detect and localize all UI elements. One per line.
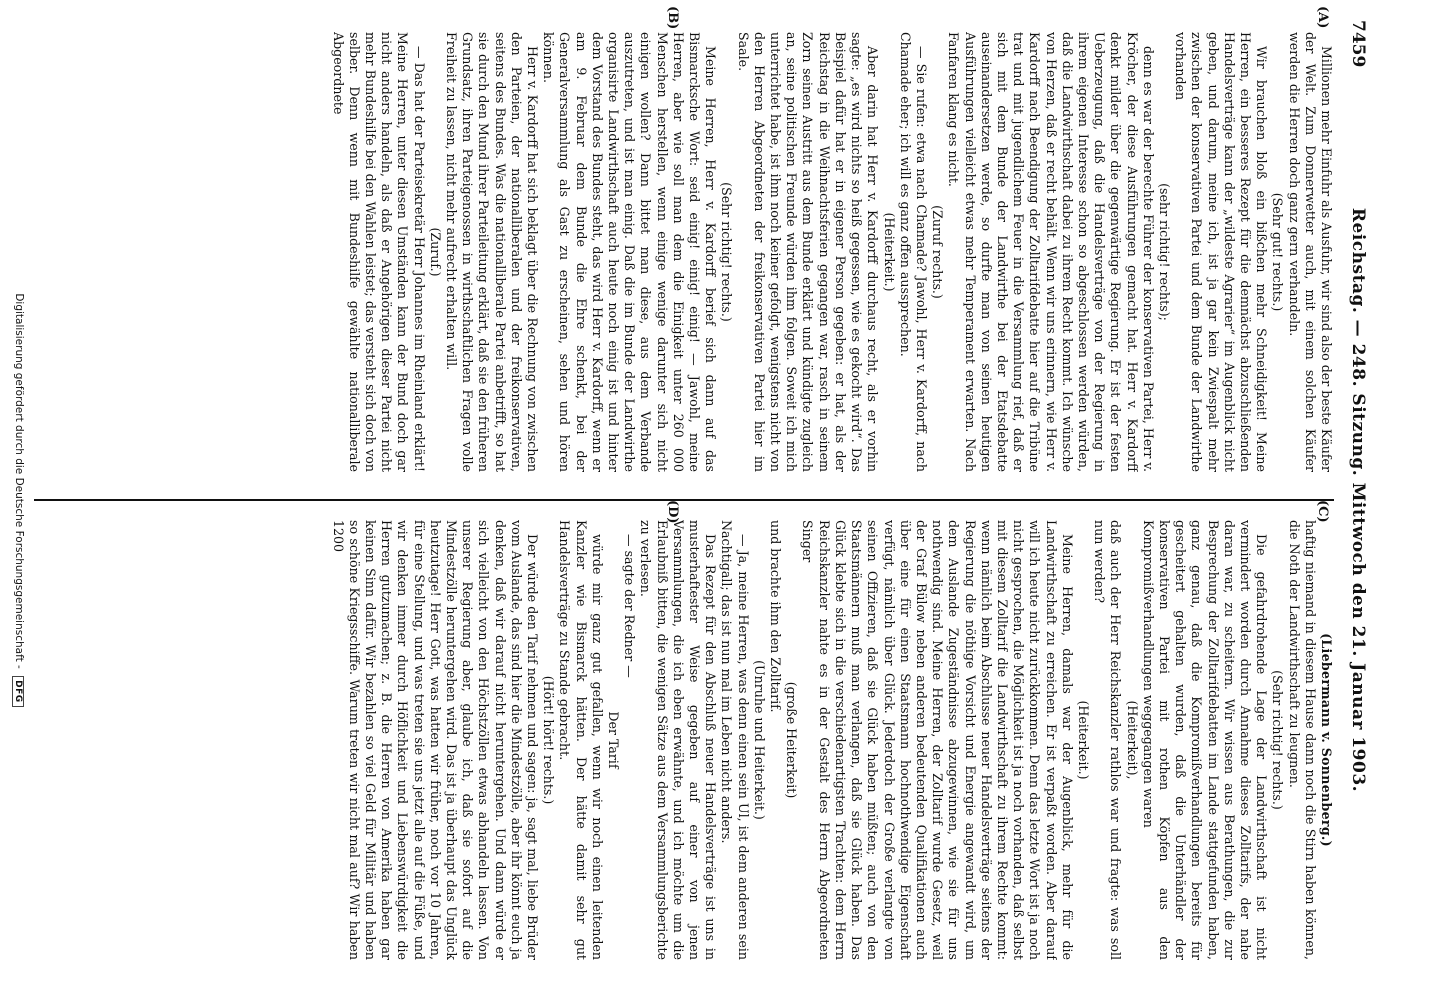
margin-mark-a: (A)	[1315, 6, 1330, 29]
left-column-center-1: (Sehr gut! rechts.)	[1270, 192, 1286, 312]
left-column-center-9: (Sehr richtig! rechts.)	[719, 182, 735, 322]
page-header	[1338, 20, 1368, 980]
right-column-para-17: Der würde den Tarif nehmen und sagen: ja, sagt mal, liebe Brüder vom Auslande, das sind hier die Mindestzölle, aber ihr könnt euch ja denken, daß wir darauf nicht heruntergehen. Und dann würde er sich vielleicht von den Höchstzöllen etwas abhandeln lassen. Von unserer Regierung aber, glaube ich, daß sie sofort auf die Mindestzölle heruntergehen wird. Das ist ja überhaupt das Unglück heutzutage! Herr Gott, was hatten wir früher, noch vor 10 Jahren, für eine Stellung, und was treten sie uns jetzt alle auf die Füße, und wir denken immer durch Höflichkeit und Liebenswürdigkeit die Herren gutzumachen; z. B. die Herren von Amerika haben gar keinen Sinn dafür. Wir bezahlen so viel Geld für Militär und haben so schöne Kriegsschiffe. Warum treten wir nicht mal auf? Wir haben 1200	[330, 520, 541, 960]
left-column-para-6: — Sie rufen: etwa nach Chamade? Jawohl, Herr v. Kardorff, nach Chamade eher; ich will es ganz offen aussprechen.	[897, 32, 929, 472]
left-column-center-12: (Zuruf.)	[427, 227, 443, 277]
margin-mark-d: (D)	[665, 500, 680, 524]
page-number: 7459	[1348, 20, 1368, 68]
right-column-center-4: (Heiterkeit),	[1124, 700, 1140, 780]
left-column-para-8: Aber darin hat Herr v. Kardorff durchaus recht, als er vorhin sagte: „es wird nichts so heiß gegessen, wie es gekocht wird“. Das Beispiel dafür hat er in eigener Person gegeben: er hat, als der Reichstag in die Weihnachtsferien gegangen war, rasch in seinem Zorn seinen Austritt aus dem Bunde erklärt und kündigte zugleich an, seine politischen Freunde würden ihm folgen. Soweit ich mich unterrichtet habe, ist ihm noch keiner gefolgt, wenigstens nicht von den Herren Abgeordneten der freikonservativen Partei hier im Saale.	[735, 32, 881, 472]
right-column-speaker-0: (Liebermann v. Sonnenberg.)	[1319, 633, 1334, 847]
right-column-center-8: (große Heiterkeit)	[784, 681, 800, 799]
left-column-para-11: Herr v. Kardorff hat sich beklagt über die Rechnung von zwischen den Parteien, der nationalliberalen und der freikonservativen, seitens des Bundes. Was die nationalliberale Partei anbetrifft, so hat sie durch den Mund ihrer Parteileitung erklärt, daß sie den früheren Grundsatz, ihren Parteigenossen in wirthschaftlichen Fragen volle Freiheit zu lassen, nicht mehr aufrecht erhalten will.	[444, 32, 541, 472]
dfg-logo: DFG	[12, 676, 24, 707]
digitization-note	[12, 20, 25, 980]
left-column	[34, 32, 1334, 472]
right-column-center-2: (Sehr richtig! rechts.)	[1270, 670, 1286, 810]
right-column-para-3: Die gefahrdrohende Lage der Landwirthschaft ist nicht vermindert worden durch Annahme dieses Zolltarifs, der nahe daran war, zu scheitern. Wir wissen aus Berathungen, die zur Besprechung der Zolltarifdebatten im Lande stattgefunden haben, ganz genau, daß die Kompromißverhandlungen bereits für gescheitert gehalten wurden, daß die Unterhändler der konservativen Partei mit rothen Köpfen aus den Kompromißverhandlungen weggegangen waren	[1140, 520, 1270, 960]
left-column-center-5: (Zuruf rechts.)	[930, 205, 946, 299]
footer-text: Digitalisierung gefördert durch die Deutsche Forschungsgemeinschaft -	[13, 293, 25, 669]
right-column-cont-1: haftig niemand in diesem Hause dann noch die Stirn haben können, die Noth der Landwirthschaft zu leugnen.	[1286, 520, 1318, 960]
margin-mark-b: (B)	[665, 6, 680, 30]
margin-mark-c: (C)	[1315, 500, 1330, 523]
right-column-center-14: Der Tarif	[606, 711, 622, 769]
right-column	[34, 520, 1334, 960]
right-column-center-16: (Hört! hört! rechts.)	[541, 675, 557, 805]
right-column-center-10: (Unruhe und Heiterkeit.)	[751, 660, 767, 820]
right-column-para-7: Meine Herren, damals war der Augenblick, mehr für die Landwirthschaft zu erreichen. Er ist verpaßt worden. Aber darauf will ich heute nicht zurückkommen. Denn das letzte Wort ist ja noch nicht gesprochen, die Möglichkeit ist ja noch vorhanden, daß selbst mit diesem Zolltarif die Landwirthschaft zu ihrem Rechte kommt: wenn nämlich beim Abschlusse neuer Handelsverträge seitens der Regierung die nöthige Vorsicht und Energie angewandt wird, um dem Auslande Zugeständnisse abzugewinnen, wie sie für uns nothwendig sind. Meine Herren, der Zolltarif wurde Gesetz, weil der Graf Bülow neben anderen bedeutenden Qualifikationen auch über eine für einen Staatsmann hochnothwendige Eigenschaft verfügt, nämlich über Glück. Jederdoch der Große verlangte von seinen Offizieren, daß sie Glück haben müßten; auch von den Staatsmännern muß man verlangen, daß sie Glück haben. Das Glück klebte sich in die verschiedenartigsten Trachten: dem Herrn Reichskanzler nahte es in der Gestalt des Herrn Abgeordneten Singer	[800, 520, 1075, 960]
left-column-para-2: Wir brauchen bloß ein bißchen mehr Schneidigkeit! Meine Herren, ein besseres Rezept für die demnächst abzuschließenden Handelsverträge kann der „wildeste Agrarier“ im Augenblick nicht geben, und darum, meine ich, ist ja gar kein Zwiespalt mehr zwischen der konservativen Partei und dem Bunde der Landwirthe vorhanden	[1173, 32, 1270, 472]
right-column-para-13: — sagte der Redner —	[622, 534, 638, 678]
right-column-cont-5: daß auch der Herr Reichskanzler rathlos war und fragte: was soll nun werden?	[1092, 520, 1124, 960]
left-column-para-0: Millionen mehr Einfuhr als Ausfuhr, wir sind also der beste Käufer der Welt. Zum Donnerwetter auch, mit einem solchen Käufer werden die Herren doch ganz gern verhandeln.	[1286, 32, 1334, 472]
left-column-para-13: — Das hat der Parteisekretär Herr Johannes im Rheinland erklärt! Meine Herren, unter diesen Umständen kann der Bund doch gar nicht anders handeln, als daß er Angehörigen dieser Partei nicht mehr Bundeshilfe bei den Wahlen leistet; das versteht sich doch von selber. Denn wenn mit Bundeshilfe gewählte nationalliberale Abgeordnete	[330, 32, 427, 472]
right-column-center-6: (Heiterkeit.)	[1075, 700, 1091, 780]
column-divider	[34, 499, 1334, 501]
right-column-cont-9: und brachte ihm den Zolltarif.	[768, 520, 784, 713]
left-column-center-3: (sehr richtig! rechts);	[1156, 183, 1172, 321]
left-column-center-7: (Heiterkeit.)	[881, 212, 897, 292]
right-column-para-15: würde mir ganz gut gefallen, wenn wir noch einen leitenden Kanzler wie Bismarck hätten. Der hätte damit sehr gut Handelsverträge zu Stande gebracht.	[557, 520, 605, 960]
right-column-para-12: Das Rezept für den Abschluß neuer Handelsverträge ist uns in musterhaftester Weise gegeben auf einer von jenen Versammlungen, die ich eben erwähnte, und ich möchte um die Erlaubniß bitten, die wenigen Sätze aus dem Versammlungsberichte zu verlesen.	[638, 520, 719, 960]
left-column-para-4: denn es war der berechte Führer der konservativen Partei, Herr v. Kröcher, der diese Ausführungen gemacht hat. Herr v. Kardorff denkt milder über die gegenwärtige Regierung. Er ist der festen Ueberzeugung, daß die Handelsverträge von der Regierung in ihrem eigenen Interesse schon so abgeschlossen werden würden, daß die Landwirthschaft dabei zu ihrem Recht kommt. Ich wünsche von Herzen, daß er recht behält. Wenn wir uns erinnern, wie Herr v. Kardorff nach Beendigung der Zolltarifdebatte hier auf die Tribüne trat und mit jugendlichem Feuer in die Versammlung rief, daß er sich mit dem Bunde der Landwirthe bei der Etatsdebatte auseinandersetzen werde, so durfte man von seinen heutigen Ausführungen vielleicht etwas mehr Temperament erwarten. Nach Fanfaren klang es nicht.	[946, 32, 1156, 472]
right-column-para-11: — Ja, meine Herren, was denn einen sein Ul, ist dem anderen sein Nachtigall; das ist nun mal im Leben nicht anders.	[719, 520, 751, 960]
page-title: Reichstag. — 248. Sitzung. Mittwoch den 21. Januar 1903.	[1348, 207, 1368, 793]
left-column-para-10: Meine Herren, Herr v. Kardorff berief sich dann auf das Bismarcksche Wort: seid einig! einig! einig! — Jawohl, meine Herren, aber wie soll man dem die Einigkeit unter 260 000 Menschen herstellen, wenn einige wenige darunter sich nicht einigen wollen? Dann bittet man diese, aus dem Verbande auszutreten, und ist man einig. Daß die im Bunde der Landwirthe organisirte Landwirthschaft auch heute noch einig ist und hinter dem Vorstand des Bundes steht, das wird Herr v. Kardorff, wenn er am 9. Februar dem Bunde die Ehre schenkt, bei der Generalversammlung als Gast zu erscheinen, sehen und hören können.	[541, 32, 719, 472]
